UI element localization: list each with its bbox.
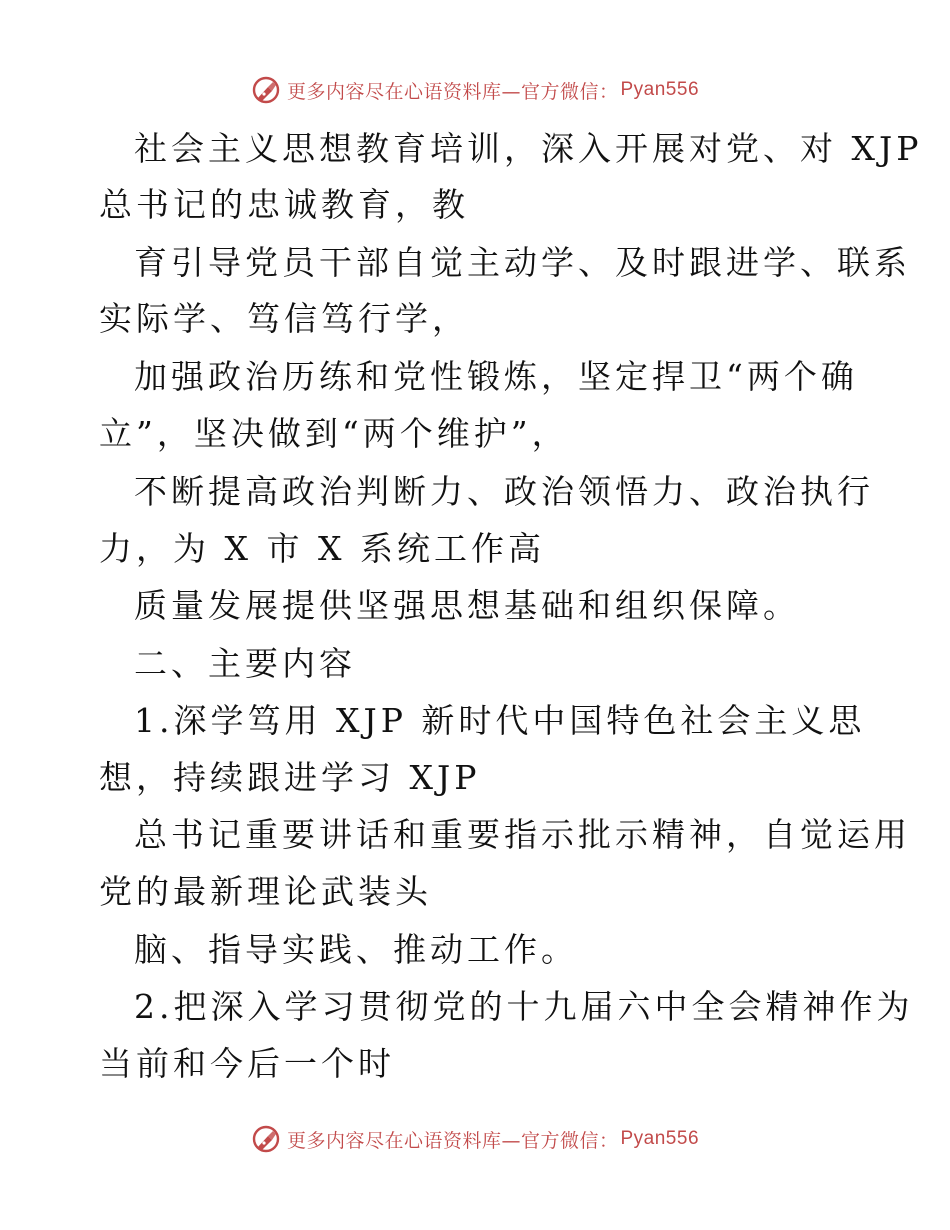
body-line: 质量发展提供坚强思想基础和组织保障。 xyxy=(134,586,800,625)
body-line: 当前和今后一个时 xyxy=(99,1044,395,1083)
body-line: 社会主义思想教育培训，深入开展对党、对 XJP xyxy=(134,129,923,168)
banner-text: 更多内容尽在心语资料库—官方微信： xyxy=(286,80,619,103)
section-heading: 二、主要内容 xyxy=(134,644,356,683)
body-line: 总书记重要讲话和重要指示批示精神，自觉运用 xyxy=(134,815,911,854)
body-line: 力，为 X 市 X 系统工作高 xyxy=(99,529,545,568)
body-line: 脑、指导实践、推动工作。 xyxy=(134,930,578,969)
body-line: 实际学、笃信笃行学， xyxy=(99,299,469,338)
pen-nib-logo-icon xyxy=(251,1124,281,1154)
footer-watermark-banner xyxy=(0,1119,950,1159)
body-line: 育引导党员干部自觉主动学、及时跟进学、联系 xyxy=(134,243,911,282)
body-line: 不断提高政治判断力、政治领悟力、政治执行 xyxy=(134,472,874,511)
body-line: 2.把深入学习贯彻党的十九届六中全会精神作为 xyxy=(134,987,914,1026)
body-line: 党的最新理论武装头 xyxy=(99,872,432,911)
banner-wechat-id: Pyan556 xyxy=(620,1128,700,1149)
banner-wechat-id: Pyan556 xyxy=(620,79,700,100)
header-watermark-banner xyxy=(0,70,950,110)
body-line: 想，持续跟进学习 XJP xyxy=(99,758,481,797)
banner-text: 更多内容尽在心语资料库—官方微信： xyxy=(286,1129,619,1152)
body-line: 加强政治历练和党性锻炼，坚定捍卫“两个确 xyxy=(134,357,858,396)
body-line: 1.深学笃用 XJP 新时代中国特色社会主义思 xyxy=(134,701,866,740)
body-line: 总书记的忠诚教育，教 xyxy=(99,185,469,224)
body-line: 立”，坚决做到“两个维护”， xyxy=(99,414,569,453)
pen-nib-logo-icon xyxy=(251,75,281,105)
